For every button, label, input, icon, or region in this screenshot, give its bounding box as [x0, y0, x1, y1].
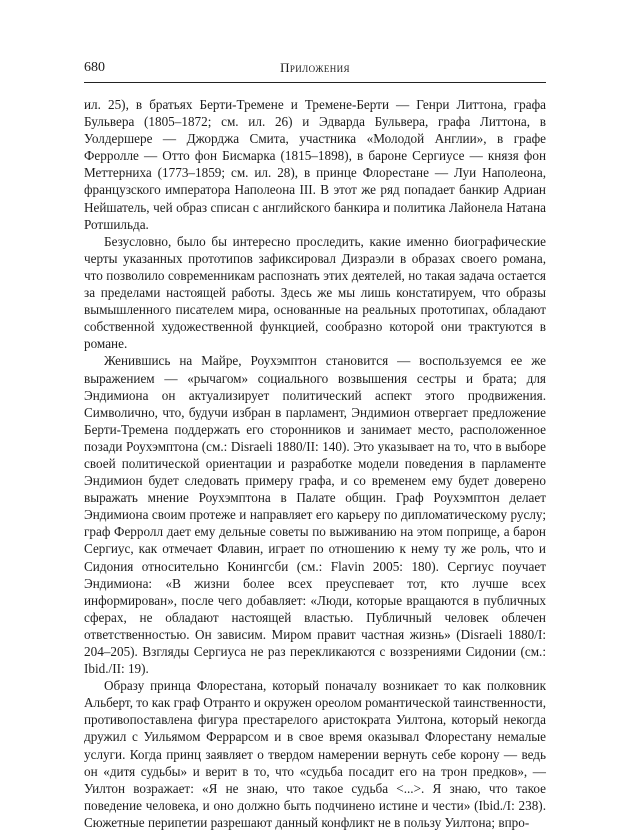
- paragraph: Образу принца Флорестана, который поначалу возникает то как полковник Альберт, то как граф Отранто и окружен ореолом романтической таинственности, противопоставлена фигура престарелого аристократа Уилтона, который некогда дружил с Уильямом Феррарсом и в свое время оказывал Флорестану немалые услуги. Когда принц заявляет о твердом намерении вернуть себе корону — ведь он «дитя судьбы» и верит в то, что «судьба посадит его на трон предков», — Уилтон возражает: «Я не знаю, что такое судьба <...>. Я знаю, что такое поведение человека, и оно должно быть подчинено истине и чести» (Ibid./I: 238). Сюжетные перипетии разрешают данный конфликт не в пользу Уилтона; впро-: [84, 678, 546, 830]
- paragraph: Женившись на Майре, Роухэмптон становится — воспользуемся ее же выражением — «рычагом» социального возвышения сестры и брата; для Эндимиона он актуализирует политический аспект этого продвижения. Символично, что, будучи избран в парламент, Эндимион отвергает предложение Берти-Тремена поддержать его сторонников и занимает место, расположенное позади Роухэмптона (см.: Disraeli 1880/II: 140). Это указывает на то, что в выборе своей политической ориентации и разработке модели поведения в парламенте Эндимион будет следовать примеру графа, и со временем ему будет доверено выражать мнение Роухэмптона в Палате общин. Граф Роухэмптон делает Эндимиона своим протеже и направляет его карьеру по дипломатическому руслу; граф Ферролл дает ему дельные советы по выживанию на этом поприще, а барон Сергиус, как отмечает Флавин, играет по отношению к нему ту же роль, что и Сидония относительно Конингсби (см.: Flavin 2005: 180). Сергиус поучает Эндимиона: «В жизни более всех преуспевает тот, кто лучше всех информирован», после чего добавляет: «Люди, которые вращаются в публичных сферах, не обладают настоящей властью. Публичный человек облечен ответственностью. Он зависим. Миром правит частная жизнь» (Disraeli 1880/I: 204–205). Взгляды Сергиуса не раз перекликаются с воззрениями Сидонии (см.: Ibid./II: 19).: [84, 353, 546, 677]
- running-head: Приложения: [280, 60, 350, 75]
- page-header: [84, 58, 546, 83]
- page-number: 680: [84, 60, 105, 75]
- paragraph: Безусловно, было бы интересно проследить, какие именно биографические черты указанных прототипов зафиксировал Дизраэли в образах своего романа, что позволило современникам распознать этих деятелей, но такая задача остается за пределами настоящей работы. Здесь же мы лишь констатируем, что образы вымышленного писателем мира, основанные на реальных прототипах, обладают собственной художественной функцией, сообразно которой они трактуются в романе.: [84, 233, 546, 352]
- body-text: [84, 96, 546, 831]
- paragraph: ил. 25), в братьях Берти-Тремене и Тремене-Берти — Генри Литтона, графа Бульвера (1805–1872; см. ил. 26) и Эдварда Бульвера, графа Литтона, в Уолдершере — Джорджа Смита, участника «Молодой Англии», в графе Ферролле — Отто фон Бисмарка (1815–1898), в бароне Сергиусе — князя фон Меттерниха (1773–1859; см. ил. 28), в принце Флорестане — Луи Наполеона, французского императора Наполеона III. В этот же ряд попадает банкир Адриан Нейшатель, чей образ списан с английского банкира и политика Лайонела Натана Ротшильда.: [84, 97, 546, 232]
